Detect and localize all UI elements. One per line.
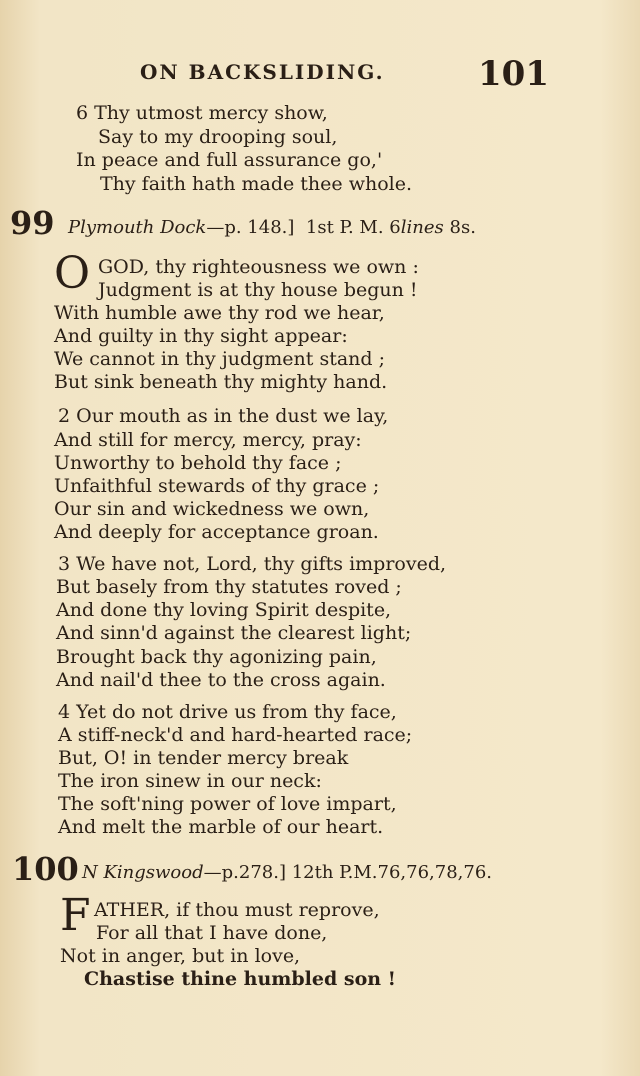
running-title: ON BACKSLIDING. (140, 60, 385, 84)
verse-line: Judgment is at thy house begun ! (98, 279, 418, 301)
verse-line: And melt the marble of our heart. (58, 816, 384, 838)
verse-line (94, 899, 380, 921)
verse-line: With humble awe thy rod we hear, (54, 302, 385, 324)
verse-line: But, O! in tender mercy break (58, 747, 349, 769)
verse-line: And sinn'd against the clearest light; (56, 622, 412, 644)
verse-line: Brought back thy agonizing pain, (56, 646, 377, 668)
verse-line: But sink beneath thy mighty hand. (54, 371, 388, 393)
page-ref: —p. 148.] (206, 217, 295, 238)
verse-line: 6 Thy utmost mercy show, (76, 102, 328, 124)
verse-line: And nail'd thee to the cross again. (56, 669, 386, 691)
page-header (0, 56, 640, 92)
tune-name: N Kingswood (82, 862, 204, 883)
verse-line: GOD, thy righteousness we own : (98, 256, 419, 278)
drop-cap: F (60, 890, 91, 941)
verse-line: 2 Our mouth as in the dust we lay, (58, 405, 389, 427)
verse-line: We cannot in thy judgment stand ; (54, 348, 385, 370)
verse-line: And guilty in thy sight appear: (54, 325, 348, 347)
verse-line: The soft'ning power of love impart, (58, 793, 397, 815)
verse-line: But basely from thy statutes roved ; (56, 576, 402, 598)
verse-line: And deeply for acceptance groan. (54, 521, 379, 543)
line-rest: if thou must reprove, (170, 899, 380, 921)
verse-line: 4 Yet do not drive us from thy face, (58, 701, 397, 723)
verse-line: Not in anger, but in love, (60, 945, 301, 967)
verse-line: Chastise thine humbled son ! (84, 968, 397, 990)
verse-line: And still for mercy, mercy, pray: (54, 429, 362, 451)
first-word-rest: ATHER, (94, 899, 171, 921)
verse-line: In peace and full assurance go,' (76, 149, 383, 171)
meter-end: 8s. (449, 217, 476, 238)
hymn-heading (82, 862, 492, 884)
meter: 12th P.M.76,76,78,76. (291, 862, 493, 883)
drop-cap: O (54, 248, 91, 299)
hymn-number: 99 (10, 204, 55, 242)
verse-line: The iron sinew in our neck: (58, 770, 322, 792)
verse-line: And done thy loving Spirit despite, (56, 599, 392, 621)
verse-line: Say to my drooping soul, (98, 126, 338, 148)
page-ref: —p.278.] (203, 862, 286, 883)
verse-line: A stiff-neck'd and hard-hearted race; (58, 724, 413, 746)
hymn-number: 100 (12, 850, 79, 888)
verse-line: Our sin and wickedness we own, (54, 498, 370, 520)
meter-lines-word: lines (400, 217, 444, 238)
verse-line: Unworthy to behold thy face ; (54, 452, 342, 474)
hymn-heading (68, 217, 476, 239)
page-number: 101 (478, 54, 549, 94)
verse-line: 3 We have not, Lord, thy gifts improved, (58, 553, 447, 575)
verse-line: For all that I have done, (96, 922, 328, 944)
verse-line: Thy faith hath made thee whole. (100, 173, 412, 195)
tune-name: Plymouth Dock (68, 217, 207, 238)
meter: 1st P. M. 6 (305, 217, 401, 238)
verse-line: Unfaithful stewards of thy grace ; (54, 475, 380, 497)
